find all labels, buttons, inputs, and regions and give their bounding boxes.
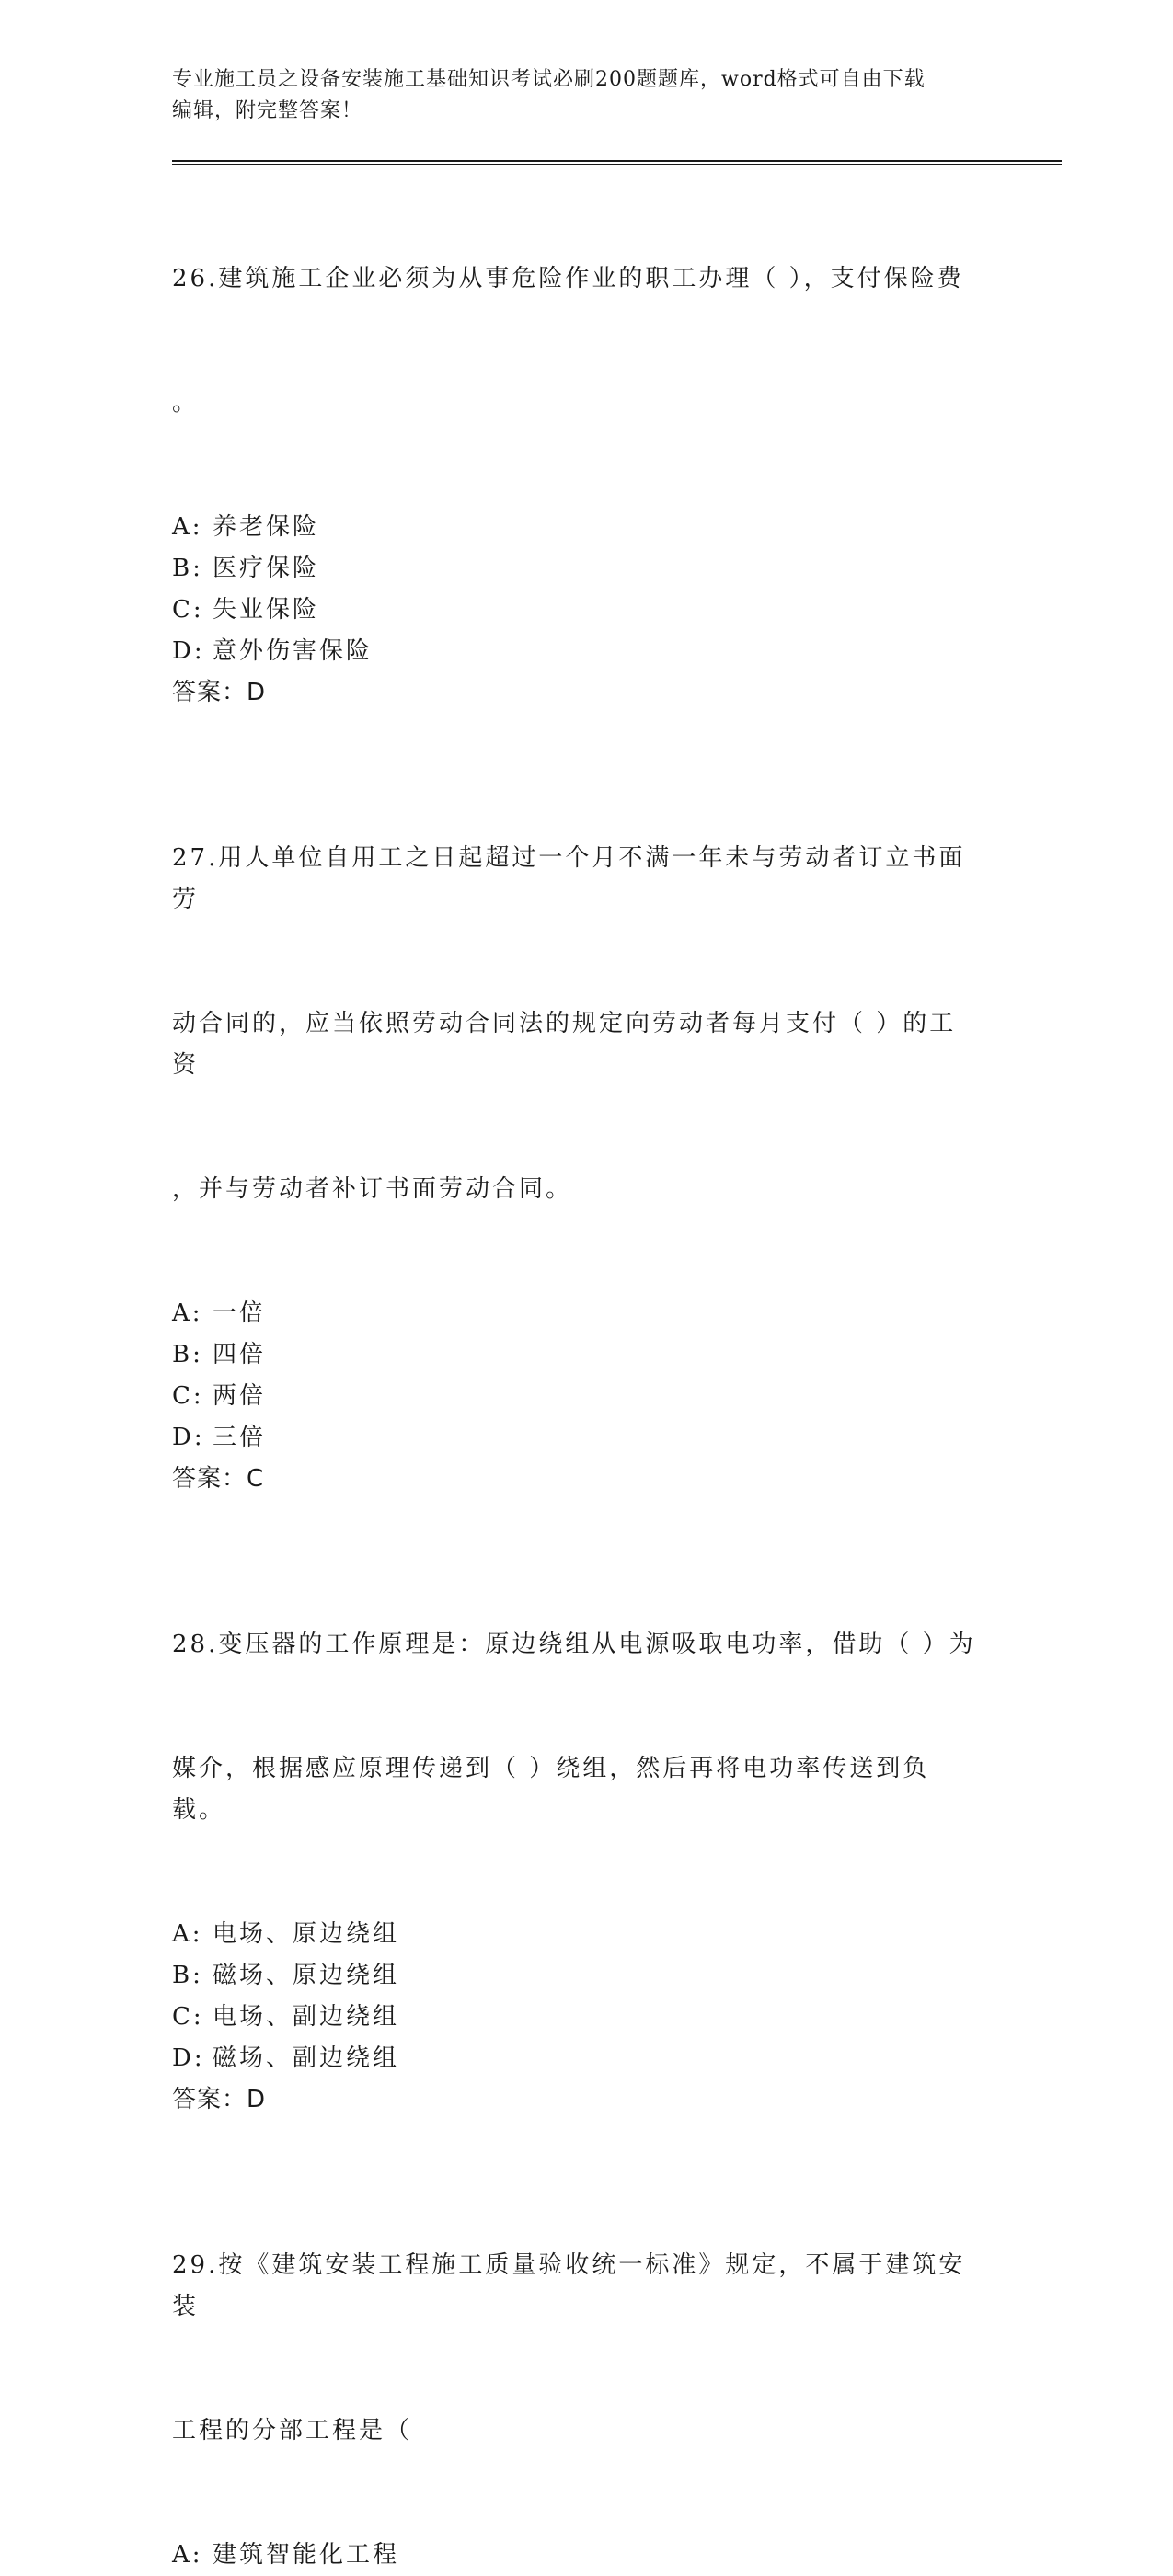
option-text: 一倍 xyxy=(213,1299,267,1327)
option-b xyxy=(172,548,1055,590)
option-text: 建筑智能化工程 xyxy=(213,2541,400,2569)
question-line: 动合同的，应当依照劳动合同法的规定向劳动者每月支付（ ）的工资 xyxy=(172,1010,957,1079)
option-key: B: xyxy=(172,1962,203,1989)
question-text xyxy=(172,1541,982,1914)
option-text: 磁场、副边绕组 xyxy=(213,2044,400,2072)
option-text: 磁场、原边绕组 xyxy=(213,1962,400,1989)
option-text: 养老保险 xyxy=(213,513,320,541)
option-c xyxy=(172,590,1055,631)
header-divider xyxy=(172,160,1062,165)
option-key: B: xyxy=(172,1341,203,1368)
option-key: D: xyxy=(172,637,205,665)
option-key: B: xyxy=(172,555,203,582)
option-text: 电场、副边绕组 xyxy=(213,2003,400,2031)
option-c xyxy=(172,1376,1055,1417)
question-line: 27.用人单位自用工之日起超过一个月不满一年未与劳动者订立书面劳 xyxy=(172,844,966,913)
answer-line: 答案：C xyxy=(172,1465,265,1493)
spacer xyxy=(172,2121,1055,2162)
option-key: D: xyxy=(172,2044,205,2072)
question-28 xyxy=(172,1541,1055,2121)
option-a xyxy=(172,2535,1055,2576)
option-key: C: xyxy=(172,2003,204,2031)
header-line-2: 编辑，附完整答案！ xyxy=(172,99,363,122)
option-a xyxy=(172,1293,1055,1334)
option-b xyxy=(172,1955,1055,1997)
option-b xyxy=(172,1334,1055,1376)
option-text: 意外伤害保险 xyxy=(213,637,374,665)
question-line: 29.按《建筑安装工程施工质量验收统一标准》规定，不属于建筑安装 xyxy=(172,2251,966,2320)
question-29 xyxy=(172,2162,1055,2576)
option-text: 两倍 xyxy=(213,1382,267,1410)
option-key: A: xyxy=(172,1299,203,1327)
option-key: D: xyxy=(172,1424,205,1451)
option-d xyxy=(172,1417,1055,1459)
question-line: 媒介，根据感应原理传递到（ ）绕组，然后再将电功率传送到负载。 xyxy=(172,1755,930,1824)
option-key: A: xyxy=(172,2541,203,2569)
question-27 xyxy=(172,755,1055,1500)
option-text: 四倍 xyxy=(213,1341,267,1368)
option-text: 医疗保险 xyxy=(213,555,320,582)
question-text xyxy=(172,176,982,507)
option-key: A: xyxy=(172,513,203,541)
question-line: 26.建筑施工企业必须为从事危险作业的职工办理（ ），支付保险费 xyxy=(172,265,964,292)
question-line: ，并与劳动者补订书面劳动合同。 xyxy=(172,1175,573,1203)
question-line: 28.变压器的工作原理是：原边绕组从电源吸取电功率，借助（ ）为 xyxy=(172,1631,976,1658)
option-text: 失业保险 xyxy=(213,596,320,624)
document-header xyxy=(172,64,982,127)
option-a xyxy=(172,1914,1055,1955)
spacer xyxy=(172,714,1055,755)
option-d xyxy=(172,631,1055,672)
question-26 xyxy=(172,176,1055,714)
question-line: 工程的分部工程是（ xyxy=(172,2417,413,2444)
option-text: 电场、原边绕组 xyxy=(213,1920,400,1948)
option-key: C: xyxy=(172,596,204,624)
question-text xyxy=(172,755,982,1293)
answer-line: 答案：D xyxy=(172,679,267,706)
document-page xyxy=(172,64,1055,2576)
option-a xyxy=(172,507,1055,548)
option-c xyxy=(172,1997,1055,2038)
option-d xyxy=(172,2038,1055,2079)
spacer xyxy=(172,1500,1055,1541)
answer-line: 答案：D xyxy=(172,2086,267,2113)
header-line-1: 专业施工员之设备安装施工基础知识考试必刷200题题库，word格式可自由下载 xyxy=(172,68,926,91)
option-text: 三倍 xyxy=(213,1424,267,1451)
question-text xyxy=(172,2162,982,2535)
question-line: 。 xyxy=(172,389,200,417)
option-key: A: xyxy=(172,1920,203,1948)
option-key: C: xyxy=(172,1382,204,1410)
